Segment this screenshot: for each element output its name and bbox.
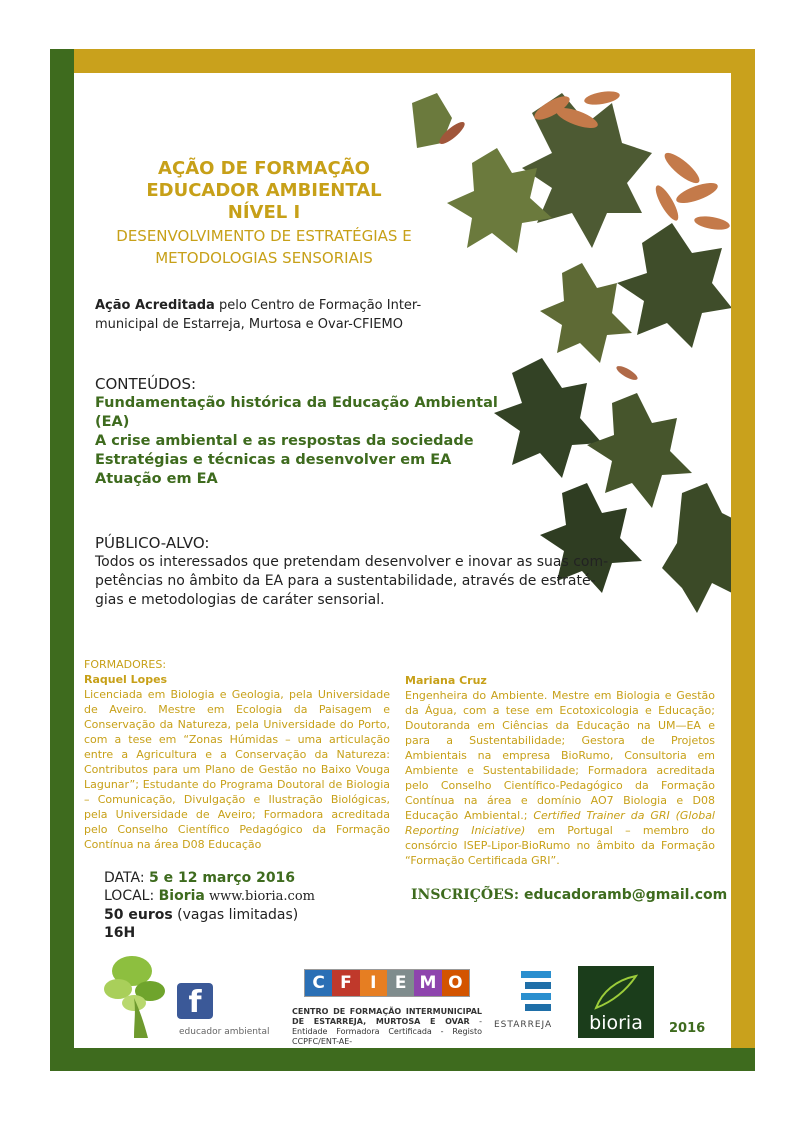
cfiemo-letter: I (360, 970, 387, 996)
frame-right (731, 49, 755, 1069)
trainer-1-bio: Licenciada em Biologia e Geologia, pela Universidade de Aveiro. Mestre em Ecologia da Paisagem e Conservação da Natureza, pela Universidade do Porto, com a tese em “Zonas Húmidas – uma articulação entre a Agricultura e a Conservação da Natureza: Contributos para um Plano de Gestão no Baixo Vouga Lagunar”; Estudante do Programa Doutoral de Biologia – Comunicação, Divulgação e Ilustração Biológicas, pela Universidade de Aveiro; Formadora acreditada pelo Conselho Científico Pedagógico da Formação Contínua na área D08 Educação (84, 688, 390, 851)
cfiemo-caption-rest: - Entidade Formadora Certificada - Registo CCPFC/ENT-AE- (292, 1017, 482, 1046)
accreditation (95, 296, 425, 334)
frame-bottom (50, 1048, 755, 1071)
contents-item: A crise ambiental e as respostas da sociedade (95, 433, 474, 449)
cfiemo-letter: C (305, 970, 332, 996)
subtitle-line-1: DESENVOLVIMENTO DE ESTRATÉGIAS E (116, 227, 412, 245)
trainer-2-name: Mariana Cruz (405, 674, 487, 687)
title-block (84, 158, 444, 268)
facebook-icon[interactable]: f (177, 983, 213, 1019)
price-note: (vagas limitadas) (172, 907, 299, 923)
contents-item: (EA) (95, 414, 130, 430)
trainer-2-bio (405, 688, 715, 868)
accreditation-line-2: municipal de Estarreja, Murtosa e Ovar-CFIEMO (95, 317, 403, 332)
cfiemo-logo (304, 969, 470, 997)
contents-item: Fundamentação histórica da Educação Ambiental (95, 395, 498, 411)
trainer-2-bio-text: Engenheira do Ambiente. Mestre em Biologia e Gestão da Água, com a tese em Ecotoxicologia e Educação; Doutoranda em Ciências da Educação na UM—EA e para a Sustentabilidade; Gestora de Projetos Ambientais na empresa BioRumo, Consultoria em Ambiente e Sustentabilidade; Formadora acreditada pelo Conselho Científico-Pedagógico da Formação Contínua na área e domínio AO7 Biologia e D08 Educação Ambiental.; (405, 689, 715, 822)
audience-heading: PÚBLICO-ALVO: (95, 534, 210, 552)
year: 2016 (669, 1021, 706, 1036)
trainer-1-name: Raquel Lopes (84, 673, 168, 686)
cfiemo-letter: M (414, 970, 441, 996)
accreditation-line-1: pelo Centro de Formação Inter- (214, 298, 422, 313)
frame-top (50, 49, 755, 73)
trainer-2 (405, 673, 715, 868)
cfiemo-caption-bold: CENTRO DE FORMAÇÃO INTERMUNICIPAL DE ESTARREJA, MURTOSA E OVAR (292, 1007, 482, 1026)
price: 50 euros (104, 907, 173, 923)
bioria-wordmark: bioria (589, 1012, 643, 1034)
audience-line: petências no âmbito da EA para a sustentabilidade, através de estraté- (95, 573, 596, 589)
poster (74, 73, 731, 1048)
educador-ambiental-tree-logo (104, 953, 172, 1038)
date-value: 5 e 12 março 2016 (149, 870, 296, 886)
registration-label: INSCRIÇÕES: (411, 887, 520, 903)
contents-item: Atuação em EA (95, 471, 218, 487)
website-link[interactable]: www.bioria.com (204, 889, 315, 904)
registration (411, 887, 727, 903)
time: 16H (104, 925, 136, 941)
trainers-heading: FORMADORES: (84, 658, 167, 671)
place-value: Bioria (158, 888, 205, 904)
trainer-2-bio-italic: Certified Trainer da GRI (Global Reporting Iniciative) (405, 809, 715, 837)
title-line-1: AÇÃO DE FORMAÇÃO (158, 158, 370, 179)
event-info (104, 869, 384, 942)
trainer-1 (84, 657, 390, 852)
frame-left (50, 49, 74, 1071)
contents-section (95, 375, 515, 489)
audience-line: Todos os interessados que pretendam desenvolver e inovar as suas com- (95, 554, 609, 570)
cfiemo-letter: F (332, 970, 359, 996)
subtitle-line-2: METODOLOGIAS SENSORIAIS (155, 249, 373, 267)
cfiemo-caption (292, 1007, 482, 1047)
trainer-2-bio-end: em Portugal – membro do consórcio ISEP-Lipor-BioRumo no âmbito da Formação “Formação Certificada GRI”. (405, 824, 715, 867)
date-label: DATA: (104, 870, 149, 886)
audience-line: gias e metodologias de caráter sensorial. (95, 592, 385, 608)
title-line-3: NÍVEL I (227, 202, 301, 223)
contents-heading: CONTEÚDOS: (95, 375, 197, 393)
registration-email[interactable]: educadoramb@gmail.com (519, 887, 728, 903)
cfiemo-letter: O (442, 970, 469, 996)
bioria-logo (578, 966, 654, 1038)
bioria-leaf-icon (592, 972, 640, 1012)
title-line-2: EDUCADOR AMBIENTAL (146, 180, 382, 201)
contents-item: Estratégias e técnicas a desenvolver em EA (95, 452, 452, 468)
audience-section (95, 534, 635, 610)
cfiemo-letter: E (387, 970, 414, 996)
estarreja-label: ESTARREJA (494, 1020, 553, 1030)
accreditation-bold: Ação Acreditada (95, 298, 215, 313)
facebook-label: educador ambiental (179, 1027, 270, 1037)
place-label: LOCAL: (104, 888, 159, 904)
